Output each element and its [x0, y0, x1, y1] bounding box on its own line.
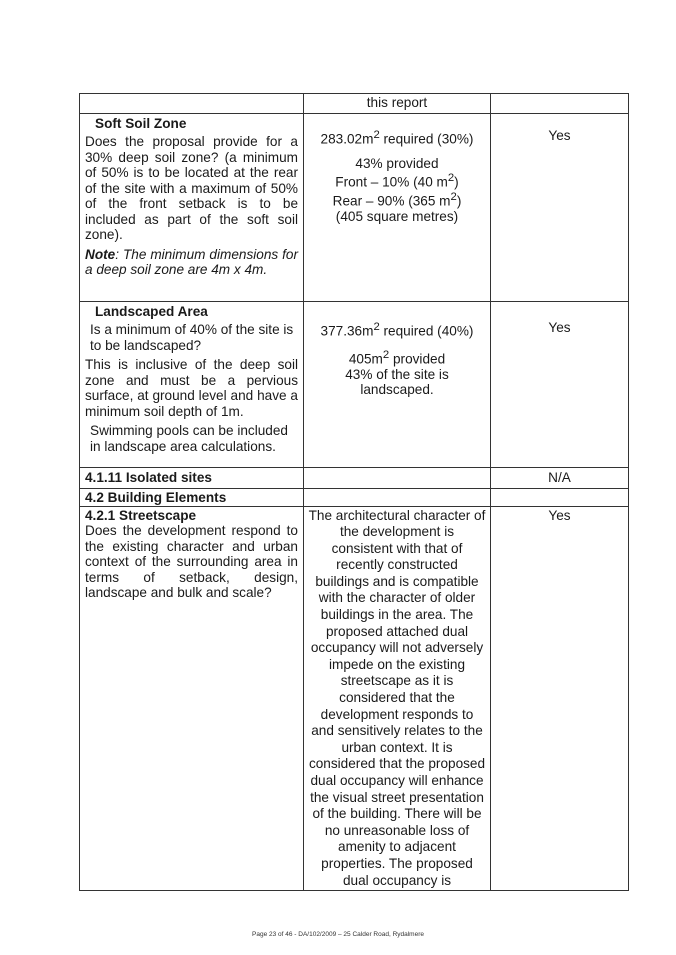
note-label: Note [85, 246, 116, 262]
control-question: Is a minimum of 40% of the site is to be landscaped? [90, 322, 294, 353]
complies-value: Yes [548, 319, 571, 335]
section-heading: Soft Soil Zone [95, 115, 187, 131]
control-paragraph: Swimming pools can be included in landscape area calculations. [90, 423, 288, 454]
cell-empty [491, 488, 629, 506]
area-text: (405 square metres) [335, 209, 459, 225]
cell-landscaped-proposal [304, 301, 491, 467]
provided-text: $405m^2$ provided [348, 348, 446, 367]
cell-landscaped-control [80, 301, 304, 467]
cell-soft-soil-complies [491, 113, 629, 301]
complies-value: N/A [548, 469, 571, 485]
cell-soft-soil-proposal [304, 113, 491, 301]
cell-empty [304, 488, 491, 506]
note-text: : The minimum dimensions for a deep soil zone are 4m x 4m. [85, 246, 298, 277]
cell-isolated-heading [80, 467, 304, 488]
cell-streetscape-control [80, 506, 304, 891]
cell-empty [491, 94, 629, 114]
table-row-landscaped [80, 301, 629, 467]
response-text: The architectural character of the development is consistent with that of recently constructed buildings and is compatible with the character of older buildings in the area. The proposed attached dual occupancy will not adversely impede on the existing streetscape as it is considered that the development responds to and sensitively relates to the urban context. It is considered that the proposed dual occupancy will enhance the visual street presentation of the building. There will be no unreasonable loss of amenity to adjacent properties. The proposed dual occupancy is [308, 507, 486, 888]
table-row-isolated [80, 467, 629, 488]
provided-detail: 43% of the site is landscaped. [345, 366, 449, 398]
section-heading: 4.1.11 Isolated sites [85, 469, 212, 485]
control-question: Does the development respond to the existing character and urban context of the surrounding area in terms of setback, design, landscape and bulk and scale? [85, 523, 298, 600]
complies-value: Yes [548, 127, 571, 143]
control-question: Does the proposal provide for a 30% deep soil zone? (a minimum of 50% is to be located at the rear of the site with a maximum of 50% of the front setback is to be included as part of the soft soil zone). [85, 134, 298, 242]
cell-streetscape-complies [491, 506, 629, 891]
cell-soft-soil-control [80, 113, 304, 301]
section-heading: Landscaped Area [95, 303, 208, 319]
cell-isolated-complies [491, 467, 629, 488]
required-text: $377.36m^2$ required (40%) [320, 320, 474, 339]
table-row-building [80, 488, 629, 506]
section-heading: 4.2 Building Elements [85, 489, 227, 505]
complies-value: Yes [548, 507, 571, 523]
cell-empty [304, 467, 491, 488]
cell-landscaped-complies [491, 301, 629, 467]
page-footer: Page 23 of 46 - DA/102/2009 – 25 Calder Road, Rydalmere [252, 931, 424, 938]
cell-building-heading [80, 488, 304, 506]
table-row-streetscape [80, 506, 629, 891]
rear-text: Rear – 90% (365 $m^2$) [332, 191, 462, 209]
assessment-table [79, 93, 629, 891]
cell-empty [80, 94, 304, 114]
cell-continued-text [304, 94, 491, 114]
cell-streetscape-response [304, 506, 491, 891]
front-text: Front – 10% (40 $m^2$) [335, 172, 459, 190]
section-heading: 4.2.1 Streetscape [85, 507, 197, 523]
note-paragraph [85, 247, 298, 278]
required-text: $283.02m^2$ required (30%) [320, 128, 474, 147]
table-row-soft-soil [80, 113, 629, 301]
continued-text: this report [366, 95, 428, 110]
table-row [80, 94, 629, 114]
control-paragraph: This is inclusive of the deep soil zone and must be a pervious surface, at ground level and have a minimum soil depth of 1m. [85, 357, 298, 419]
provided-text: 43% provided [355, 155, 439, 171]
